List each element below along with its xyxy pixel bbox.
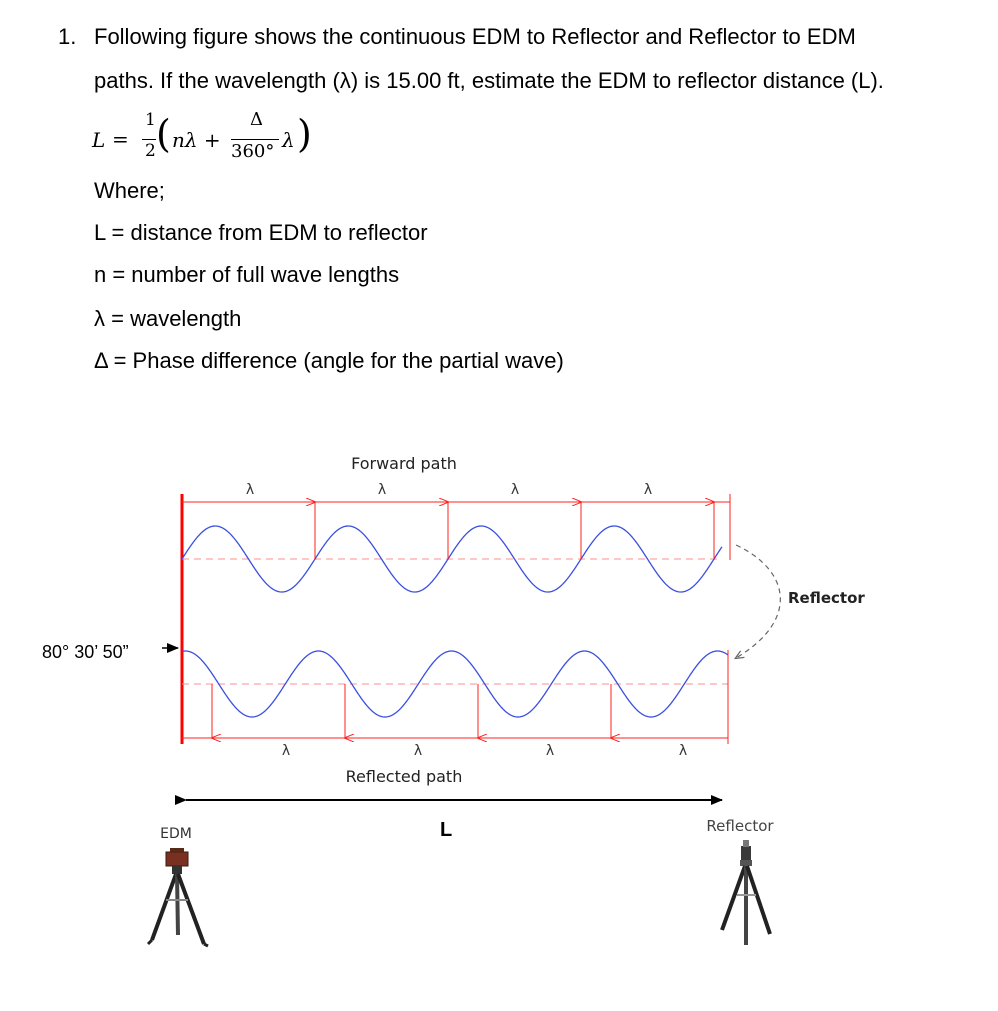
formula-fraction-denominator: 360°: [231, 141, 275, 162]
problem-line-1: Following figure shows the continuous EDM to Reflector and Reflector to EDM: [94, 24, 856, 49]
reflected-path-label: Reflected path: [345, 767, 463, 786]
where-heading: Where;: [94, 178, 165, 203]
reflected-lambda-label: λ: [281, 743, 291, 759]
reflected-lambda-label: λ: [678, 743, 688, 759]
formula-close-paren: ): [297, 112, 312, 156]
formula-lambda: λ: [282, 128, 295, 152]
formula-open-paren: (: [156, 112, 171, 156]
formula-half-denominator: 2: [145, 141, 156, 161]
edm-tripod-icon: [148, 848, 208, 946]
forward-lambda-label: λ: [510, 482, 520, 498]
forward-path-label: Forward path: [351, 454, 457, 473]
reflected-lambda-label: λ: [545, 743, 555, 759]
formula-equals: =: [112, 127, 129, 151]
formula-term-n-lambda: nλ +: [172, 128, 221, 152]
formula-fraction-numerator: Δ: [250, 109, 263, 130]
definition-lambda: λ = wavelength: [94, 306, 242, 331]
reflected-path-group: [182, 650, 728, 744]
problem-number: 1.: [58, 24, 77, 49]
distance-L-label: L: [440, 819, 453, 841]
angle-label: 80° 30’ 50”: [42, 642, 129, 662]
reflector-label: Reflector: [788, 589, 865, 607]
problem-line-2: paths. If the wavelength (λ) is 15.00 ft, estimate the EDM to reflector distance (L).: [94, 68, 884, 93]
reflected-wave: [182, 651, 728, 717]
forward-lambda-label: λ: [643, 482, 653, 498]
definition-L: L = distance from EDM to reflector: [94, 220, 428, 245]
forward-path-group: [182, 494, 730, 592]
definition-n: n = number of full wave lengths: [94, 262, 400, 287]
definition-delta: Δ = Phase difference (angle for the partial wave): [94, 348, 564, 373]
reflected-lambda-label: λ: [413, 743, 423, 759]
reflection-curve: [736, 545, 780, 658]
reflector-station-label: Reflector: [706, 817, 774, 835]
formula-lhs: L: [92, 128, 106, 152]
reflector-tripod-icon: [722, 840, 770, 945]
forward-lambda-label: λ: [245, 482, 255, 498]
edm-label: EDM: [160, 826, 192, 842]
forward-lambda-label: λ: [377, 482, 387, 498]
formula-half-numerator: 1: [145, 110, 156, 130]
